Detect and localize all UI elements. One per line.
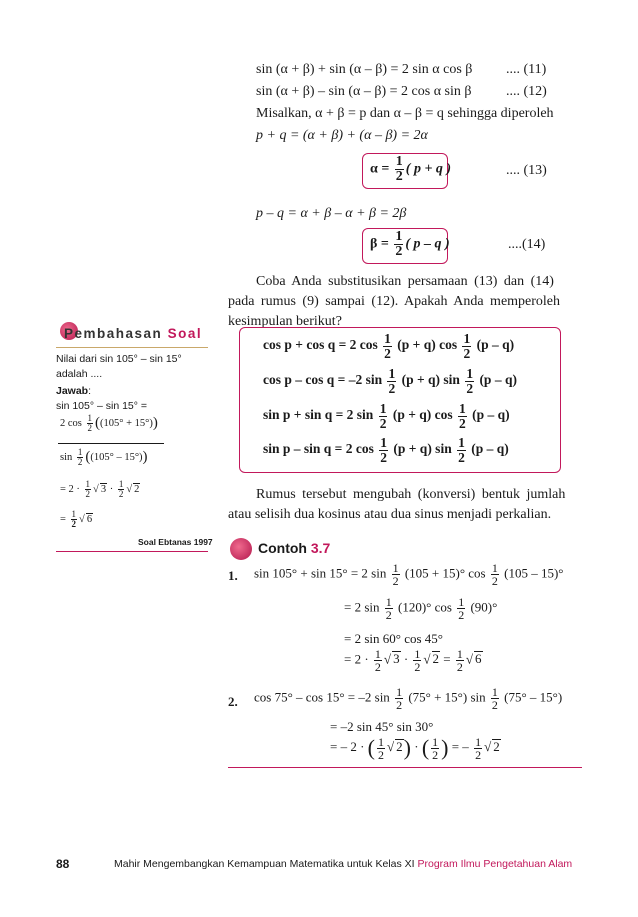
footer-book-title: Mahir Mengembangkan Kemampuan Matematika untuk Kelas XI Program Ilmu Pengetahuan Alam (114, 858, 573, 870)
example-item-2-line-3: = – 2 · ( $\frac{1}{2}$ √ 2) · ( $\frac{1}{2}$ ) = – $\frac{1}{2}$ √ 2 (330, 734, 500, 762)
paragraph-2-line-2: atau selisih dua kosinus atau dua sinus menjadi perkalian. (228, 507, 552, 522)
example-item-1-number: 1. (228, 568, 238, 583)
example-end-rule (228, 767, 582, 768)
sidebar-step-4: = 2 · $\frac{1}{2}$ √ 3 · $\frac{1}{2}$ √ 2 (60, 479, 140, 499)
formula-sin-diff: sin p – sin q = 2 cos $\frac{1}{2}$ (p + q) sin $\frac{1}{2}$ (p – q) (263, 435, 509, 465)
formula-sin-sum: sin p + sin q = 2 sin $\frac{1}{2}$ (p + q) cos $\frac{1}{2}$ (p – q) (263, 401, 510, 431)
example-item-1-line-3: = 2 sin 60° cos 45° (344, 631, 443, 646)
sidebar-question-line-2: adalah .... (56, 368, 103, 380)
equation-11-number: .... (11) (506, 62, 547, 77)
paragraph-1-line-2: pada rumus (9) sampai (12). Apakah Anda memperoleh (228, 294, 561, 309)
sidebar-step-3: sin $\frac{1}{2}$ ((105° – 15°)) (60, 447, 148, 467)
sidebar-title: Pembahasan Soal (64, 326, 203, 341)
page-number: 88 (56, 857, 70, 871)
paragraph-2-line-1: Rumus tersebut mengubah (konversi) bentuk jumlah (256, 487, 566, 502)
equation-13: α = $\frac{1}{2}$ ( p + q ) (370, 154, 452, 184)
example-bullet-icon (230, 538, 252, 560)
paragraph-1-line-3: kesimpulan berikut? (228, 314, 342, 329)
p-minus-q-equation: p – q = α + β – α + β = 2β (256, 206, 407, 221)
example-heading: Contoh 3.7 (258, 540, 331, 556)
example-item-1-line-2: = 2 sin $\frac{1}{2}$ (120)° cos $\frac{1}{2}$ (90)° (344, 595, 498, 622)
paragraph-1-line-1: Coba Anda substitusikan persamaan (13) dan (14) (256, 274, 554, 289)
sidebar-answer-label: Jawab: (56, 385, 92, 397)
sidebar-title-rule (56, 347, 208, 348)
example-item-2-number: 2. (228, 694, 238, 709)
formula-cos-sum: cos p + cos q = 2 cos $\frac{1}{2}$ (p + q) cos $\frac{1}{2}$ (p – q) (263, 331, 515, 361)
equation-12: sin (α + β) – sin (α – β) = 2 cos α sin β (256, 84, 472, 99)
equation-12-number: .... (12) (506, 84, 547, 99)
formula-cos-diff: cos p – cos q = –2 sin $\frac{1}{2}$ (p + q) sin $\frac{1}{2}$ (p – q) (263, 366, 517, 396)
sidebar-source: Soal Ebtanas 1997 (138, 537, 213, 547)
equation-13-number: .... (13) (506, 163, 547, 178)
example-item-1-line-1: sin 105° + sin 15° = 2 sin $\frac{1}{2}$ (105 + 15)° cos $\frac{1}{2}$ (105 – 15)° (254, 561, 564, 588)
example-item-2-line-1: cos 75° – cos 15° = –2 sin $\frac{1}{2}$ (75° + 15°) sin $\frac{1}{2}$ (75° – 15°) (254, 685, 563, 712)
sidebar-question-line-1: Nilai dari sin 105° – sin 15° (56, 353, 182, 365)
example-item-2-line-2: = –2 sin 45° sin 30° (330, 719, 434, 734)
sidebar-bottom-rule (56, 551, 208, 552)
sidebar-step-5: = $\frac{1}{2}$ √ 6 (60, 509, 93, 529)
equation-14: β = $\frac{1}{2}$ ( p – q ) (370, 229, 450, 259)
sidebar-step-1: sin 105° – sin 15° = (56, 400, 147, 412)
substitution-statement: Misalkan, α + β = p dan α – β = q sehingga diperoleh (256, 106, 554, 121)
equation-14-number: ....(14) (508, 237, 546, 252)
p-plus-q-equation: p + q = (α + β) + (α – β) = 2α (256, 128, 428, 143)
sidebar-fraction-bar (58, 443, 164, 444)
example-item-1-line-4: = 2 · $\frac{1}{2}$ √ 3 · $\frac{1}{2}$ √ 2 = $\frac{1}{2}$ √ 6 (344, 647, 482, 674)
equation-11: sin (α + β) + sin (α – β) = 2 sin α cos β (256, 62, 473, 77)
sidebar-step-2: 2 cos $\frac{1}{2}$ ((105° + 15°)) (60, 413, 158, 433)
